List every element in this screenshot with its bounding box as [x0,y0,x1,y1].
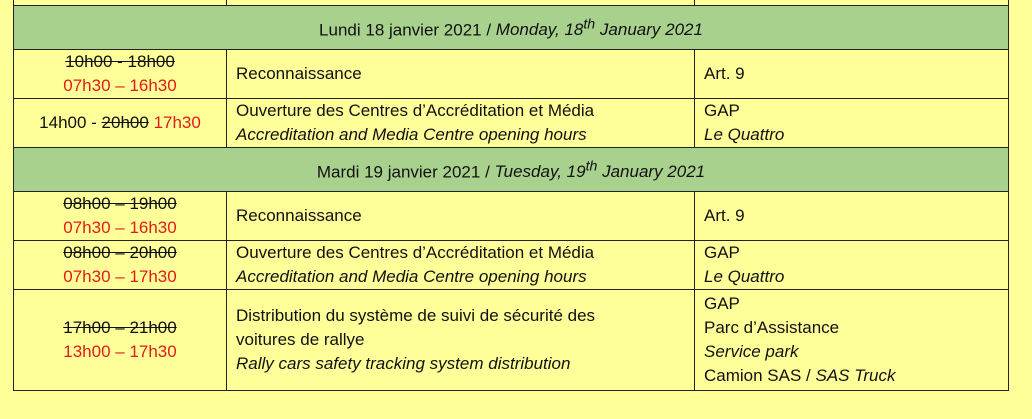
event-fr: Ouverture des Centres d’Accréditation et Média [236,101,595,120]
event-fr: Ouverture des Centres d’Accréditation et Média [236,243,595,262]
schedule-table [13,0,1009,391]
location-en: Le Quattro [704,125,785,144]
event-cell [227,50,695,99]
time-cell [14,50,227,99]
time-old: 20h00 [101,113,149,132]
time-cell [14,192,227,241]
time-new: 07h30 – 16h30 [63,218,177,237]
location-line2: Parc d’Assistance [704,318,840,337]
location-cell [695,50,1009,99]
day-date-en: Monday, 18th January 2021 [495,16,703,40]
time-old: 10h00 - 18h00 [65,52,175,71]
location-cell [695,192,1009,241]
location: Art. 9 [704,206,745,225]
day-date-separator: / [481,20,496,40]
day-date-separator: / [480,162,495,182]
schedule-row [14,99,1009,148]
schedule-row [14,241,1009,290]
location: GAP [704,101,740,120]
time-new: 07h30 – 16h30 [63,76,177,95]
day-header-cell [14,148,1009,192]
day-header-monday [14,6,1009,50]
event-cell [227,192,695,241]
event-fr: Reconnaissance [236,206,362,225]
time-cell [14,99,227,148]
location-cell [695,241,1009,290]
time-cell [14,241,227,290]
event-en: Accreditation and Media Centre opening hours [236,125,587,144]
location-cell [695,290,1009,391]
location-line1: GAP [704,294,740,313]
event-fr-line1: Distribution du système de suivi de sécurité des [236,306,596,325]
day-header-tuesday [14,148,1009,192]
location-line4: Camion SAS / SAS Truck [704,366,896,385]
day-date-en: Tuesday, 19th January 2021 [494,158,706,182]
event-fr-line2: voitures de rallye [236,330,365,349]
time-old: 17h00 – 21h00 [63,318,177,337]
time-cell [14,290,227,391]
location-en: Le Quattro [704,267,785,286]
location: Art. 9 [704,64,745,83]
event-en: Rally cars safety tracking system distribution [236,354,571,373]
time-new: 17h30 [153,113,201,132]
schedule-row [14,50,1009,99]
time-old: 08h00 – 19h00 [63,194,177,213]
event-cell [227,241,695,290]
event-en: Accreditation and Media Centre opening hours [236,267,587,286]
time-old: 08h00 – 20h00 [63,243,177,262]
event-fr: Reconnaissance [236,64,362,83]
day-header-cell [14,6,1009,50]
schedule-row [14,192,1009,241]
location: GAP [704,243,740,262]
day-date-fr: Lundi 18 janvier 2021 [319,20,482,40]
schedule-row [14,290,1009,391]
time-new: 07h30 – 17h30 [63,267,177,286]
time-prefix: 14h00 - [39,113,102,132]
event-cell [227,290,695,391]
day-date-fr: Mardi 19 janvier 2021 [316,162,481,182]
event-cell [227,99,695,148]
location-cell [695,99,1009,148]
time-new: 13h00 – 17h30 [63,342,177,361]
location-line3: Service park [704,342,799,361]
